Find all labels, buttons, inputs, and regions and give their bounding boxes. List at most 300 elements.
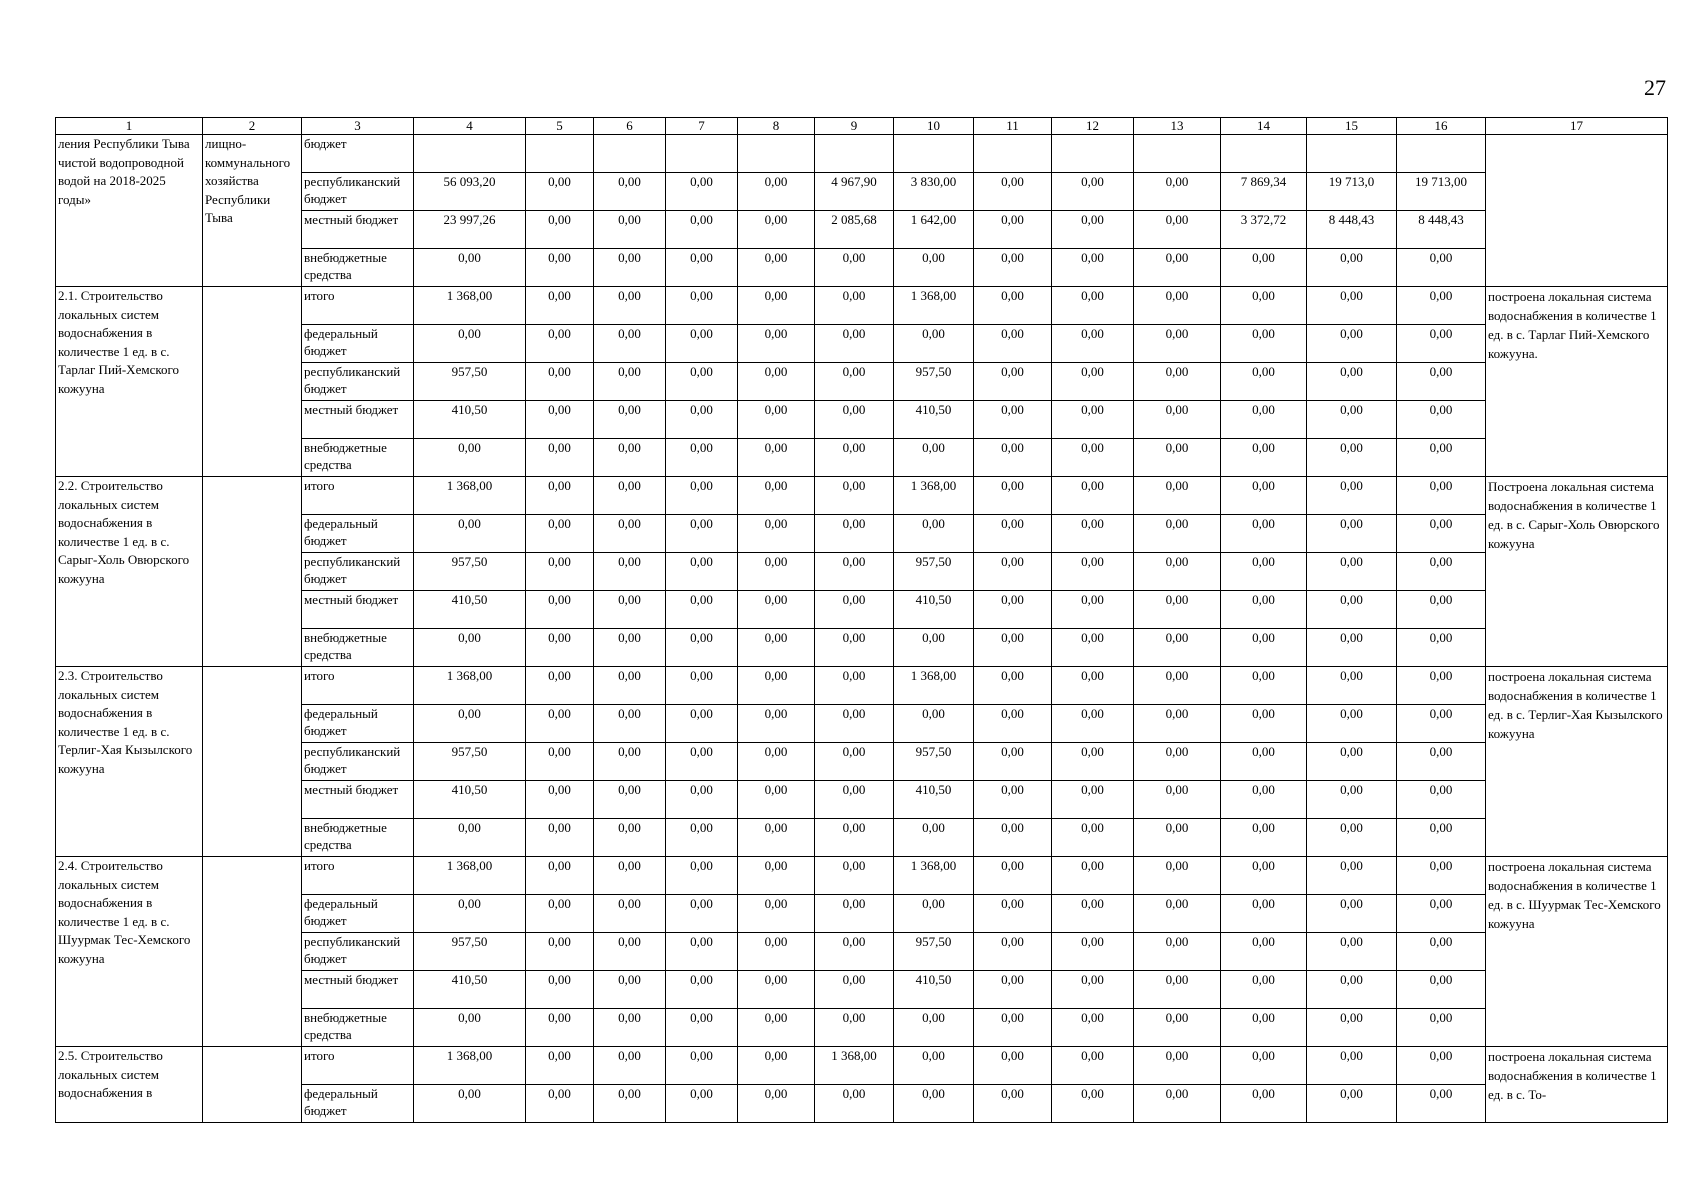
value-cell-col-7: 0,00 <box>666 895 738 933</box>
value-cell-col-8 <box>738 135 815 173</box>
value-cell-col-12: 0,00 <box>1052 515 1134 553</box>
value-cell-col-4: 0,00 <box>414 1009 526 1047</box>
value-cell-col-16: 0,00 <box>1397 667 1486 705</box>
value-cell-col-7: 0,00 <box>666 363 738 401</box>
executor <box>203 287 302 477</box>
value-cell-col-11: 0,00 <box>974 743 1052 781</box>
funding-source: федеральный бюджет <box>302 515 414 553</box>
value-cell-col-4: 0,00 <box>414 439 526 477</box>
funding-source: итого <box>302 477 414 515</box>
value-cell-col-9: 0,00 <box>815 895 894 933</box>
value-cell-col-12 <box>1052 135 1134 173</box>
value-cell-col-4: 0,00 <box>414 515 526 553</box>
value-cell-col-12: 0,00 <box>1052 629 1134 667</box>
value-cell-col-11: 0,00 <box>974 705 1052 743</box>
value-cell-col-8: 0,00 <box>738 705 815 743</box>
value-cell-col-12: 0,00 <box>1052 743 1134 781</box>
value-cell-col-15: 0,00 <box>1307 667 1397 705</box>
column-header-10: 10 <box>894 118 974 135</box>
value-cell-col-13: 0,00 <box>1134 933 1221 971</box>
value-cell-col-4: 957,50 <box>414 363 526 401</box>
value-cell-col-5: 0,00 <box>526 667 594 705</box>
table-row <box>56 135 1668 173</box>
funding-source: республиканский бюджет <box>302 743 414 781</box>
value-cell-col-7: 0,00 <box>666 477 738 515</box>
value-cell-col-11: 0,00 <box>974 173 1052 211</box>
value-cell-col-10: 0,00 <box>894 629 974 667</box>
value-cell-col-11: 0,00 <box>974 515 1052 553</box>
value-cell-col-6: 0,00 <box>594 857 666 895</box>
value-cell-col-13: 0,00 <box>1134 743 1221 781</box>
value-cell-col-15: 0,00 <box>1307 591 1397 629</box>
value-cell-col-6: 0,00 <box>594 629 666 667</box>
value-cell-col-12: 0,00 <box>1052 553 1134 591</box>
value-cell-col-16: 0,00 <box>1397 515 1486 553</box>
value-cell-col-8: 0,00 <box>738 401 815 439</box>
value-cell-col-16: 0,00 <box>1397 705 1486 743</box>
value-cell-col-12: 0,00 <box>1052 667 1134 705</box>
expected-result: Построена локальная система водоснабжения в количестве 1 ед. в с. Сарыг-Холь Овюрского кожууна <box>1486 477 1668 667</box>
value-cell-col-16: 0,00 <box>1397 591 1486 629</box>
value-cell-col-4: 410,50 <box>414 781 526 819</box>
value-cell-col-11: 0,00 <box>974 971 1052 1009</box>
value-cell-col-5: 0,00 <box>526 211 594 249</box>
value-cell-col-6: 0,00 <box>594 363 666 401</box>
value-cell-col-6: 0,00 <box>594 173 666 211</box>
value-cell-col-14: 0,00 <box>1221 249 1307 287</box>
value-cell-col-5: 0,00 <box>526 895 594 933</box>
value-cell-col-15: 0,00 <box>1307 1085 1397 1123</box>
value-cell-col-9: 0,00 <box>815 781 894 819</box>
value-cell-col-5: 0,00 <box>526 971 594 1009</box>
column-header-5: 5 <box>526 118 594 135</box>
table-row <box>56 477 1668 515</box>
value-cell-col-6: 0,00 <box>594 211 666 249</box>
value-cell-col-16: 0,00 <box>1397 553 1486 591</box>
value-cell-col-13: 0,00 <box>1134 363 1221 401</box>
column-header-1: 1 <box>56 118 203 135</box>
value-cell-col-15: 0,00 <box>1307 553 1397 591</box>
value-cell-col-9: 2 085,68 <box>815 211 894 249</box>
value-cell-col-14: 0,00 <box>1221 591 1307 629</box>
value-cell-col-12: 0,00 <box>1052 1085 1134 1123</box>
value-cell-col-9: 4 967,90 <box>815 173 894 211</box>
value-cell-col-14: 0,00 <box>1221 515 1307 553</box>
value-cell-col-5: 0,00 <box>526 439 594 477</box>
value-cell-col-4: 957,50 <box>414 553 526 591</box>
value-cell-col-16: 0,00 <box>1397 477 1486 515</box>
value-cell-col-6: 0,00 <box>594 819 666 857</box>
funding-source: итого <box>302 1047 414 1085</box>
value-cell-col-13: 0,00 <box>1134 515 1221 553</box>
value-cell-col-10: 0,00 <box>894 325 974 363</box>
value-cell-col-14: 0,00 <box>1221 553 1307 591</box>
value-cell-col-5: 0,00 <box>526 781 594 819</box>
value-cell-col-7: 0,00 <box>666 515 738 553</box>
executor <box>203 667 302 857</box>
value-cell-col-4: 957,50 <box>414 743 526 781</box>
value-cell-col-15: 0,00 <box>1307 1047 1397 1085</box>
value-cell-col-15: 0,00 <box>1307 895 1397 933</box>
value-cell-col-8: 0,00 <box>738 781 815 819</box>
value-cell-col-6: 0,00 <box>594 705 666 743</box>
value-cell-col-14 <box>1221 135 1307 173</box>
value-cell-col-11: 0,00 <box>974 1009 1052 1047</box>
value-cell-col-9: 0,00 <box>815 629 894 667</box>
executor: лищно-коммунального хозяйства Республики Тыва <box>203 135 302 287</box>
value-cell-col-11: 0,00 <box>974 249 1052 287</box>
value-cell-col-8: 0,00 <box>738 325 815 363</box>
value-cell-col-16: 0,00 <box>1397 287 1486 325</box>
expected-result <box>1486 135 1668 287</box>
value-cell-col-5: 0,00 <box>526 743 594 781</box>
value-cell-col-13: 0,00 <box>1134 325 1221 363</box>
value-cell-col-12: 0,00 <box>1052 781 1134 819</box>
value-cell-col-13: 0,00 <box>1134 781 1221 819</box>
value-cell-col-10: 0,00 <box>894 705 974 743</box>
budget-table <box>55 117 1668 1123</box>
value-cell-col-7: 0,00 <box>666 553 738 591</box>
value-cell-col-7: 0,00 <box>666 1085 738 1123</box>
value-cell-col-14: 0,00 <box>1221 933 1307 971</box>
value-cell-col-16: 0,00 <box>1397 629 1486 667</box>
value-cell-col-10: 1 368,00 <box>894 667 974 705</box>
value-cell-col-13: 0,00 <box>1134 553 1221 591</box>
value-cell-col-4: 1 368,00 <box>414 667 526 705</box>
funding-source: местный бюджет <box>302 591 414 629</box>
activity-name: 2.3. Строительство локальных систем водоснабжения в количестве 1 ед. в с. Терлиг-Хая Кызылского кожууна <box>56 667 203 857</box>
value-cell-col-4: 410,50 <box>414 591 526 629</box>
value-cell-col-5: 0,00 <box>526 591 594 629</box>
value-cell-col-14: 0,00 <box>1221 325 1307 363</box>
funding-source: итого <box>302 857 414 895</box>
value-cell-col-10: 957,50 <box>894 363 974 401</box>
funding-source: внебюджетные средства <box>302 819 414 857</box>
value-cell-col-8: 0,00 <box>738 287 815 325</box>
value-cell-col-5: 0,00 <box>526 857 594 895</box>
value-cell-col-11: 0,00 <box>974 1085 1052 1123</box>
value-cell-col-14: 0,00 <box>1221 1047 1307 1085</box>
value-cell-col-4: 410,50 <box>414 401 526 439</box>
funding-source: республиканский бюджет <box>302 173 414 211</box>
value-cell-col-13: 0,00 <box>1134 439 1221 477</box>
value-cell-col-15: 0,00 <box>1307 1009 1397 1047</box>
value-cell-col-11: 0,00 <box>974 857 1052 895</box>
value-cell-col-11: 0,00 <box>974 211 1052 249</box>
value-cell-col-6: 0,00 <box>594 401 666 439</box>
value-cell-col-8: 0,00 <box>738 439 815 477</box>
value-cell-col-16: 0,00 <box>1397 439 1486 477</box>
value-cell-col-15: 0,00 <box>1307 515 1397 553</box>
value-cell-col-13: 0,00 <box>1134 971 1221 1009</box>
value-cell-col-7: 0,00 <box>666 325 738 363</box>
value-cell-col-5: 0,00 <box>526 553 594 591</box>
value-cell-col-9: 0,00 <box>815 857 894 895</box>
value-cell-col-8: 0,00 <box>738 819 815 857</box>
value-cell-col-4: 0,00 <box>414 325 526 363</box>
value-cell-col-16: 0,00 <box>1397 363 1486 401</box>
value-cell-col-8: 0,00 <box>738 1047 815 1085</box>
value-cell-col-12: 0,00 <box>1052 1009 1134 1047</box>
value-cell-col-8: 0,00 <box>738 515 815 553</box>
value-cell-col-9: 0,00 <box>815 363 894 401</box>
value-cell-col-13: 0,00 <box>1134 477 1221 515</box>
activity-name: 2.2. Строительство локальных систем водоснабжения в количестве 1 ед. в с. Сарыг-Холь Овюрского кожууна <box>56 477 203 667</box>
value-cell-col-7: 0,00 <box>666 781 738 819</box>
value-cell-col-9: 0,00 <box>815 933 894 971</box>
value-cell-col-6: 0,00 <box>594 667 666 705</box>
value-cell-col-10: 1 642,00 <box>894 211 974 249</box>
value-cell-col-6: 0,00 <box>594 591 666 629</box>
funding-source: итого <box>302 667 414 705</box>
value-cell-col-13: 0,00 <box>1134 629 1221 667</box>
value-cell-col-10: 3 830,00 <box>894 173 974 211</box>
funding-source: внебюджетные средства <box>302 1009 414 1047</box>
column-header-4: 4 <box>414 118 526 135</box>
funding-source: республиканский бюджет <box>302 363 414 401</box>
funding-source: республиканский бюджет <box>302 933 414 971</box>
value-cell-col-7: 0,00 <box>666 287 738 325</box>
table-row <box>56 857 1668 895</box>
value-cell-col-7: 0,00 <box>666 933 738 971</box>
value-cell-col-7: 0,00 <box>666 667 738 705</box>
value-cell-col-13: 0,00 <box>1134 857 1221 895</box>
funding-source: внебюджетные средства <box>302 439 414 477</box>
value-cell-col-6: 0,00 <box>594 971 666 1009</box>
value-cell-col-8: 0,00 <box>738 743 815 781</box>
expected-result: построена локальная система водоснабжения в количестве 1 ед. в с. Тарлаг Пий-Хемского кожууна. <box>1486 287 1668 477</box>
value-cell-col-14: 0,00 <box>1221 705 1307 743</box>
value-cell-col-12: 0,00 <box>1052 287 1134 325</box>
value-cell-col-6: 0,00 <box>594 1009 666 1047</box>
value-cell-col-14: 0,00 <box>1221 667 1307 705</box>
value-cell-col-14: 0,00 <box>1221 401 1307 439</box>
value-cell-col-4: 23 997,26 <box>414 211 526 249</box>
value-cell-col-16: 0,00 <box>1397 857 1486 895</box>
column-header-12: 12 <box>1052 118 1134 135</box>
value-cell-col-5: 0,00 <box>526 515 594 553</box>
value-cell-col-13: 0,00 <box>1134 1009 1221 1047</box>
value-cell-col-15: 0,00 <box>1307 477 1397 515</box>
value-cell-col-8: 0,00 <box>738 173 815 211</box>
value-cell-col-9: 0,00 <box>815 1085 894 1123</box>
value-cell-col-15: 0,00 <box>1307 743 1397 781</box>
value-cell-col-5: 0,00 <box>526 249 594 287</box>
value-cell-col-14: 0,00 <box>1221 1085 1307 1123</box>
value-cell-col-9: 0,00 <box>815 819 894 857</box>
activity-name: 2.4. Строительство локальных систем водоснабжения в количестве 1 ед. в с. Шуурмак Тес-Хемского кожууна <box>56 857 203 1047</box>
value-cell-col-16: 0,00 <box>1397 401 1486 439</box>
value-cell-col-10: 0,00 <box>894 249 974 287</box>
value-cell-col-15: 0,00 <box>1307 249 1397 287</box>
value-cell-col-15: 0,00 <box>1307 325 1397 363</box>
value-cell-col-11: 0,00 <box>974 401 1052 439</box>
value-cell-col-5: 0,00 <box>526 477 594 515</box>
value-cell-col-12: 0,00 <box>1052 401 1134 439</box>
value-cell-col-9: 0,00 <box>815 591 894 629</box>
value-cell-col-4: 1 368,00 <box>414 287 526 325</box>
funding-source: итого <box>302 287 414 325</box>
value-cell-col-13: 0,00 <box>1134 211 1221 249</box>
value-cell-col-10: 410,50 <box>894 401 974 439</box>
executor <box>203 1047 302 1123</box>
value-cell-col-12: 0,00 <box>1052 819 1134 857</box>
value-cell-col-9: 0,00 <box>815 743 894 781</box>
value-cell-col-7: 0,00 <box>666 173 738 211</box>
value-cell-col-12: 0,00 <box>1052 857 1134 895</box>
value-cell-col-4: 1 368,00 <box>414 857 526 895</box>
value-cell-col-15: 0,00 <box>1307 705 1397 743</box>
value-cell-col-5: 0,00 <box>526 1085 594 1123</box>
value-cell-col-4: 0,00 <box>414 705 526 743</box>
value-cell-col-8: 0,00 <box>738 933 815 971</box>
value-cell-col-13: 0,00 <box>1134 1085 1221 1123</box>
funding-source: федеральный бюджет <box>302 705 414 743</box>
value-cell-col-16: 0,00 <box>1397 249 1486 287</box>
value-cell-col-7: 0,00 <box>666 249 738 287</box>
value-cell-col-7: 0,00 <box>666 971 738 1009</box>
value-cell-col-14: 0,00 <box>1221 439 1307 477</box>
value-cell-col-9: 0,00 <box>815 401 894 439</box>
value-cell-col-7: 0,00 <box>666 401 738 439</box>
value-cell-col-6: 0,00 <box>594 249 666 287</box>
funding-source: местный бюджет <box>302 971 414 1009</box>
value-cell-col-4: 1 368,00 <box>414 477 526 515</box>
value-cell-col-10: 0,00 <box>894 1047 974 1085</box>
value-cell-col-16: 19 713,00 <box>1397 173 1486 211</box>
value-cell-col-11: 0,00 <box>974 895 1052 933</box>
value-cell-col-10: 0,00 <box>894 439 974 477</box>
value-cell-col-13 <box>1134 135 1221 173</box>
value-cell-col-15: 0,00 <box>1307 933 1397 971</box>
value-cell-col-16: 0,00 <box>1397 971 1486 1009</box>
value-cell-col-11: 0,00 <box>974 591 1052 629</box>
value-cell-col-12: 0,00 <box>1052 591 1134 629</box>
value-cell-col-8: 0,00 <box>738 477 815 515</box>
value-cell-col-11: 0,00 <box>974 325 1052 363</box>
value-cell-col-15: 8 448,43 <box>1307 211 1397 249</box>
value-cell-col-9: 0,00 <box>815 553 894 591</box>
funding-source: местный бюджет <box>302 781 414 819</box>
value-cell-col-6: 0,00 <box>594 287 666 325</box>
funding-source: федеральный бюджет <box>302 325 414 363</box>
value-cell-col-16: 0,00 <box>1397 933 1486 971</box>
value-cell-col-9: 0,00 <box>815 439 894 477</box>
value-cell-col-7: 0,00 <box>666 819 738 857</box>
funding-source: республиканский бюджет <box>302 553 414 591</box>
value-cell-col-4: 957,50 <box>414 933 526 971</box>
value-cell-col-5: 0,00 <box>526 325 594 363</box>
value-cell-col-5: 0,00 <box>526 401 594 439</box>
value-cell-col-6: 0,00 <box>594 477 666 515</box>
value-cell-col-13: 0,00 <box>1134 1047 1221 1085</box>
value-cell-col-11: 0,00 <box>974 363 1052 401</box>
value-cell-col-9: 0,00 <box>815 325 894 363</box>
value-cell-col-6: 0,00 <box>594 325 666 363</box>
value-cell-col-5: 0,00 <box>526 819 594 857</box>
value-cell-col-5: 0,00 <box>526 1009 594 1047</box>
value-cell-col-12: 0,00 <box>1052 895 1134 933</box>
value-cell-col-11: 0,00 <box>974 819 1052 857</box>
value-cell-col-14: 0,00 <box>1221 819 1307 857</box>
value-cell-col-13: 0,00 <box>1134 173 1221 211</box>
funding-source: федеральный бюджет <box>302 895 414 933</box>
activity-name: 2.5. Строительство локальных систем водоснабжения в <box>56 1047 203 1123</box>
value-cell-col-16: 0,00 <box>1397 819 1486 857</box>
value-cell-col-10: 1 368,00 <box>894 857 974 895</box>
value-cell-col-15: 0,00 <box>1307 287 1397 325</box>
value-cell-col-12: 0,00 <box>1052 933 1134 971</box>
column-header-7: 7 <box>666 118 738 135</box>
value-cell-col-13: 0,00 <box>1134 667 1221 705</box>
value-cell-col-15: 0,00 <box>1307 439 1397 477</box>
value-cell-col-11 <box>974 135 1052 173</box>
value-cell-col-14: 0,00 <box>1221 743 1307 781</box>
value-cell-col-7: 0,00 <box>666 439 738 477</box>
value-cell-col-15 <box>1307 135 1397 173</box>
value-cell-col-10: 957,50 <box>894 743 974 781</box>
value-cell-col-12: 0,00 <box>1052 173 1134 211</box>
value-cell-col-8: 0,00 <box>738 249 815 287</box>
column-header-13: 13 <box>1134 118 1221 135</box>
funding-source: внебюджетные средства <box>302 629 414 667</box>
value-cell-col-10: 957,50 <box>894 553 974 591</box>
column-header-2: 2 <box>203 118 302 135</box>
value-cell-col-10: 0,00 <box>894 1085 974 1123</box>
value-cell-col-7: 0,00 <box>666 1009 738 1047</box>
value-cell-col-9: 0,00 <box>815 667 894 705</box>
value-cell-col-4 <box>414 135 526 173</box>
value-cell-col-4: 0,00 <box>414 249 526 287</box>
value-cell-col-11: 0,00 <box>974 667 1052 705</box>
executor <box>203 857 302 1047</box>
value-cell-col-11: 0,00 <box>974 1047 1052 1085</box>
value-cell-col-4: 410,50 <box>414 971 526 1009</box>
value-cell-col-14: 0,00 <box>1221 287 1307 325</box>
value-cell-col-5: 0,00 <box>526 629 594 667</box>
value-cell-col-10: 957,50 <box>894 933 974 971</box>
value-cell-col-7: 0,00 <box>666 857 738 895</box>
value-cell-col-16: 8 448,43 <box>1397 211 1486 249</box>
table-body <box>56 118 1668 1123</box>
value-cell-col-6: 0,00 <box>594 781 666 819</box>
activity-name: 2.1. Строительство локальных систем водоснабжения в количестве 1 ед. в с. Тарлаг Пий-Хемского кожууна <box>56 287 203 477</box>
value-cell-col-12: 0,00 <box>1052 1047 1134 1085</box>
column-header-11: 11 <box>974 118 1052 135</box>
value-cell-col-8: 0,00 <box>738 363 815 401</box>
value-cell-col-11: 0,00 <box>974 629 1052 667</box>
value-cell-col-16: 0,00 <box>1397 1047 1486 1085</box>
value-cell-col-9: 0,00 <box>815 971 894 1009</box>
column-header-16: 16 <box>1397 118 1486 135</box>
column-header-14: 14 <box>1221 118 1307 135</box>
value-cell-col-15: 0,00 <box>1307 971 1397 1009</box>
value-cell-col-7: 0,00 <box>666 705 738 743</box>
value-cell-col-14: 0,00 <box>1221 781 1307 819</box>
value-cell-col-7: 0,00 <box>666 1047 738 1085</box>
value-cell-col-4: 0,00 <box>414 819 526 857</box>
value-cell-col-5: 0,00 <box>526 287 594 325</box>
value-cell-col-14: 0,00 <box>1221 971 1307 1009</box>
value-cell-col-10 <box>894 135 974 173</box>
value-cell-col-15: 0,00 <box>1307 819 1397 857</box>
value-cell-col-8: 0,00 <box>738 971 815 1009</box>
value-cell-col-5: 0,00 <box>526 1047 594 1085</box>
value-cell-col-6: 0,00 <box>594 933 666 971</box>
value-cell-col-5: 0,00 <box>526 933 594 971</box>
executor <box>203 477 302 667</box>
value-cell-col-14: 0,00 <box>1221 895 1307 933</box>
